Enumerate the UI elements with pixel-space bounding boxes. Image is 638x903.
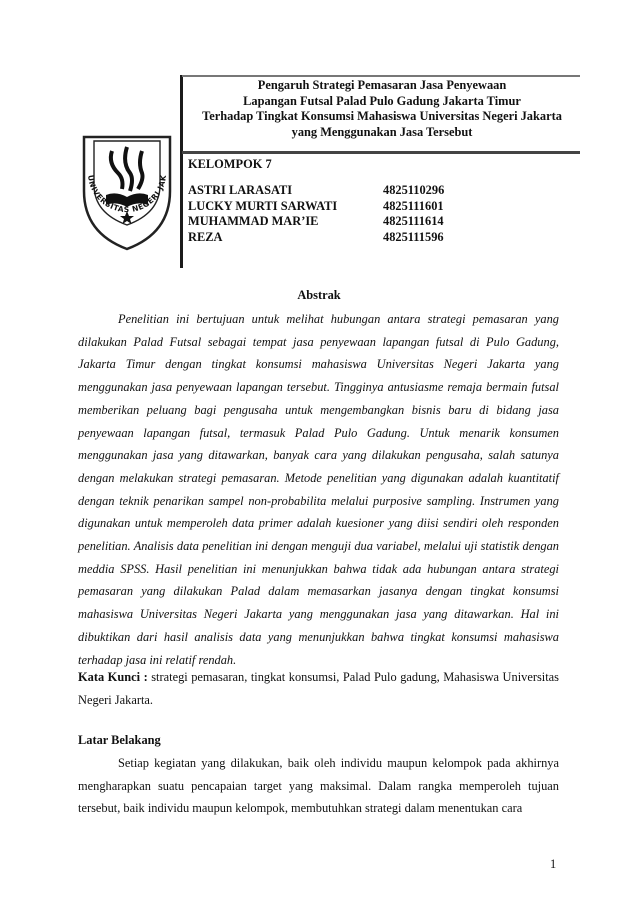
abstract-text: Penelitian ini bertujuan untuk melihat hubungan antara strategi pemasaran yang dilakukan Palad Futsal sebagai tempat jasa penyewaan lapangan futsal di Pulo Gadung, Jakarta Timur dengan tingkat konsumsi mahasiswa Universitas Negeri Jakarta yang menggunakan jasa penyewaan lapangan tersebut. Tingginya antusiasme remaja bermain futsal memberikan peluang bagi pengusaha untuk mengembangkan bisnis baru di bidang jasa penyewaan lapangan futsal, termasuk Palad Pulo Gadung. Untuk menarik konsumen menggunakan jasa yang ditawarkan, banyak cara yang dilakukan pengusaha, salah satunya dengan melakukan strategi pemasaran. Metode penelitian yang digunakan adalah kuantitatif dengan teknik penarikan sampel non-probabilita melalui purposive sampling. Instrumen yang digunakan untuk memperoleh data primer adalah kuesioner yang diisi sendiri oleh responden penelitian. Analisis data penelitian ini dengan menguji dua variabel, melalui uji statistik dengan meddia SPSS. Hasil penelitian ini menunjukkan bahwa tidak ada hubungan antara strategi pemasaran yang dilakukan Palad dalam memasarkan jasanya dengan tingkat konsumsi mahasiswa Universitas Negeri Jakarta yang menggunakan jasa yang ditawarkan. Hal ini dibuktikan dari hasil analisis data yang menunjukkan bahwa tingkat konsumsi mahasiswa terhadap jasa ini relatif rendah.	[78, 312, 559, 667]
header-vertical-rule	[180, 75, 183, 268]
author-id: 4825111596	[383, 229, 444, 244]
keywords-text: strategi pemasaran, tingkat konsumsi, Palad Pulo gadung, Mahasiswa Universitas Negeri Jakarta.	[78, 670, 559, 707]
author-name: MUHAMMAD MAR’IE	[188, 214, 319, 228]
section-heading: Latar Belakang	[78, 733, 161, 747]
author-list	[188, 183, 488, 245]
svg-text:UNIVERSITAS NEGERI JAKARTA: UNIVERSITAS NEGERI JAK	[85, 174, 169, 215]
keywords-label: Kata Kunci :	[78, 670, 148, 684]
author-name: LUCKY MURTI SARWATI	[188, 198, 338, 213]
group-label: KELOMPOK 7	[188, 157, 272, 171]
title-line: Pengaruh Strategi Pemasaran Jasa Penyewaan	[257, 78, 507, 92]
author-id: 4825111614	[383, 214, 444, 228]
author-id: 4825111601	[383, 198, 444, 213]
page-number: 1	[550, 857, 557, 871]
author-row	[188, 183, 488, 199]
author-id: 4825110296	[383, 183, 445, 197]
paper-title	[186, 78, 578, 140]
header-middle-rule	[182, 151, 580, 154]
author-row	[188, 199, 488, 215]
abstract-heading: Abstrak	[297, 288, 341, 302]
university-seal-icon	[78, 133, 176, 253]
author-name: ASTRI LARASATI	[188, 183, 293, 197]
keywords	[78, 666, 559, 711]
author-row	[188, 230, 488, 246]
author-row	[188, 214, 488, 230]
title-line: Lapangan Futsal Palad Pulo Gadung Jakarta Timur	[243, 93, 521, 108]
intro-paragraph: Setiap kegiatan yang dilakukan, baik oleh individu maupun kelompok pada akhirnya mengharapkan suatu pencapaian target yang maksimal. Dalam rangka memperoleh tujuan tersebut, baik individu maupun kelompok, membutuhkan strategi dalam menentukan cara	[78, 756, 559, 816]
author-name: REZA	[188, 229, 223, 244]
header-top-rule	[182, 75, 580, 77]
title-line: yang Menggunakan Jasa Tersebut	[291, 124, 473, 139]
title-line: Terhadap Tingkat Konsumsi Mahasiswa Universitas Negeri Jakarta	[202, 109, 562, 123]
